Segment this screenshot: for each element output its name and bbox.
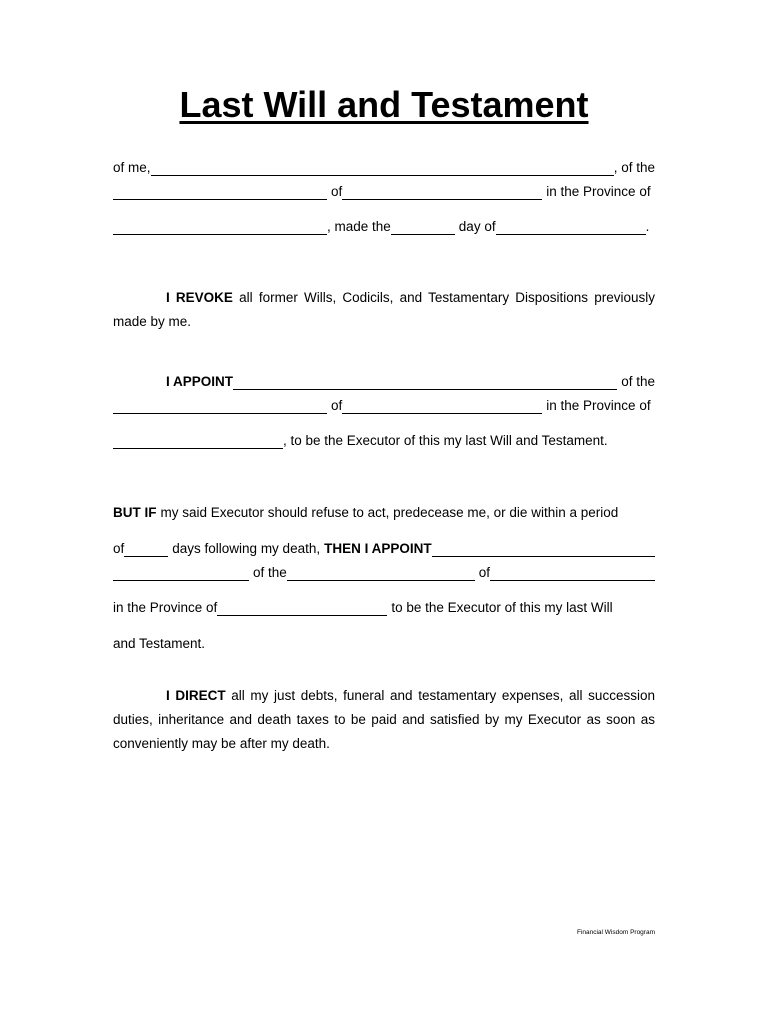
executor-text: to be the Executor of this my last Will [391,600,613,615]
of-label: of [113,541,125,556]
revoke-paragraph [113,286,655,334]
intro-line-3 [113,219,655,235]
executor-name-field[interactable] [233,376,617,390]
but-if-line-2 [113,541,655,557]
of-label: of [331,398,343,413]
intro-line-1 [113,160,655,176]
alternate-executor-region-field[interactable] [490,567,655,581]
testator-city-field[interactable] [113,186,327,200]
of-label: of [331,184,343,199]
alternate-executor-province-field[interactable] [217,602,387,616]
footer-text: Financial Wisdom Program [576,929,655,936]
but-if-line-4 [113,600,655,616]
made-the-label: , made the [327,219,391,234]
direct-text-3: conveniently may be after my death. [113,736,330,751]
province-label: in the Province of [546,398,651,413]
month-year-field[interactable] [496,221,646,235]
executor-county-field[interactable] [342,400,542,414]
alternate-executor-name-field[interactable] [432,543,655,557]
alternate-executor-city-field[interactable] [113,567,249,581]
appoint-line-2 [113,398,655,414]
revoke-text: all former Wills, Codicils, and Testamentary Dispositions previously [239,290,656,305]
of-label: of [478,565,491,580]
of-the-label: of the [621,374,655,389]
but-if-line-1 [113,505,655,521]
testator-county-field[interactable] [342,186,542,200]
then-appoint-keyword: THEN I APPOINT [324,541,432,556]
alternate-executor-county-field[interactable] [287,567,475,581]
but-if-line-3 [113,565,655,581]
direct-text-1: all my just debts, funeral and testamentary expenses, all succession [231,688,655,703]
period: . [645,219,650,234]
days-field[interactable] [124,543,168,557]
testator-name-field[interactable] [151,162,614,176]
direct-paragraph [113,684,655,756]
but-if-keyword: BUT IF [113,505,157,520]
executor-city-field[interactable] [113,400,327,414]
and-testament-text: and Testament. [113,636,206,651]
province-label: in the Province of [113,600,218,615]
appoint-line-1 [113,374,655,390]
revoke-keyword: I REVOKE [166,290,233,305]
appoint-keyword: I APPOINT [166,374,234,389]
executor-text: , to be the Executor of this my last Will and Testament. [283,433,608,448]
of-the-label: of the [253,565,287,580]
of-the-label: , of the [613,160,655,175]
but-if-line-5 [113,636,655,652]
revoke-text-2: made by me. [113,314,192,329]
day-of-label: day of [458,219,496,234]
document-title: Last Will and Testament [179,84,589,125]
intro-line-2 [113,184,655,200]
province-label: in the Province of [546,184,651,199]
of-me-label: of me, [113,160,151,175]
executor-province-field[interactable] [113,435,283,449]
day-field[interactable] [391,221,455,235]
days-following-label: days following my death, [172,541,321,556]
testator-province-field[interactable] [113,221,327,235]
direct-keyword: I DIRECT [166,688,226,703]
but-if-text: my said Executor should refuse to act, predecease me, or die within a period [160,505,619,520]
direct-text-2: duties, inheritance and death taxes to be paid and satisfied by my Executor as soon as [113,712,655,727]
appoint-line-3 [113,433,655,449]
